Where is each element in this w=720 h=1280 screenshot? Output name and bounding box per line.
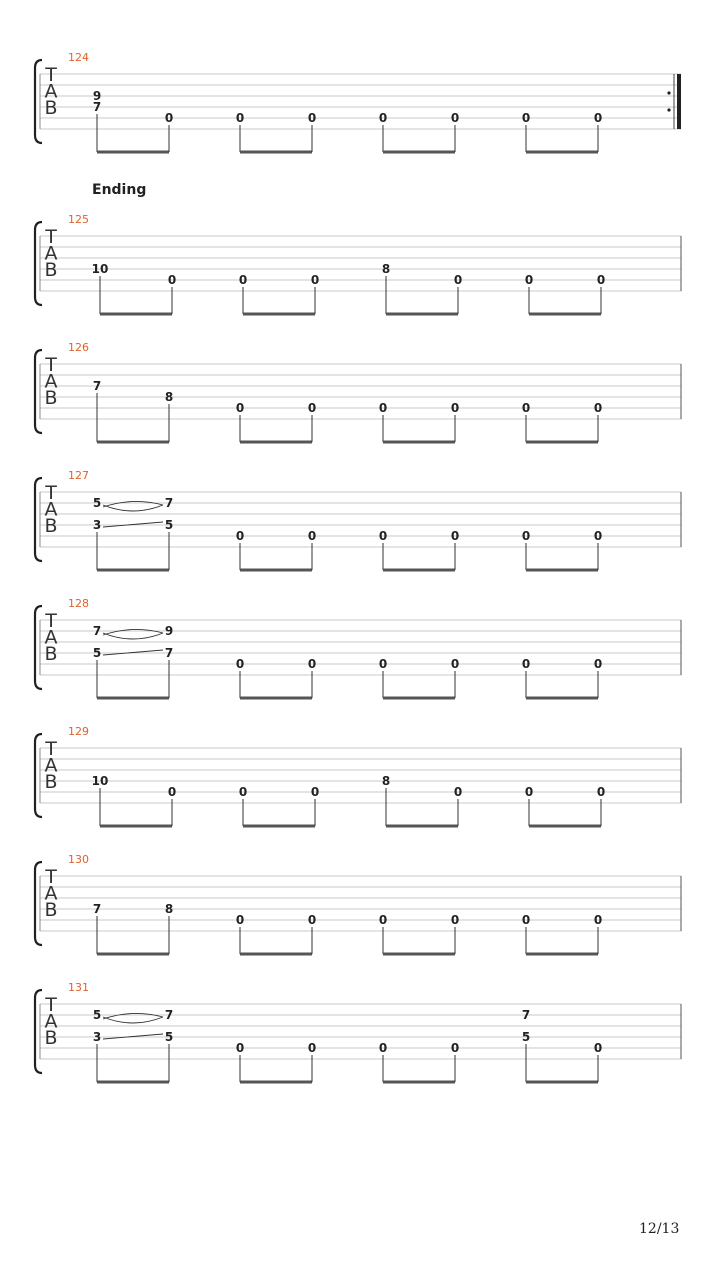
fret-number: 8	[164, 390, 174, 404]
tab-staff	[0, 726, 720, 836]
tab-clef-letter: B	[44, 643, 58, 665]
tab-clef-letter: T	[45, 482, 57, 504]
eighth-beam	[240, 151, 312, 154]
slide-curve	[103, 629, 163, 635]
measure-number: 130	[68, 853, 89, 866]
fret-number: 0	[235, 657, 245, 671]
repeat-dot	[667, 108, 670, 111]
eighth-beam	[526, 441, 598, 444]
eighth-beam	[526, 1081, 598, 1084]
tab-system	[0, 726, 720, 826]
fret-number: 0	[593, 913, 603, 927]
fret-number: 7	[92, 902, 102, 916]
slide-curve	[103, 501, 163, 507]
slide-curve	[103, 1017, 163, 1023]
eighth-beam	[383, 953, 455, 956]
fret-number: 7	[164, 646, 174, 660]
fret-number: 0	[450, 913, 460, 927]
tab-clef-letter: T	[45, 866, 57, 888]
fret-number: 0	[167, 785, 177, 799]
fret-number: 5	[164, 1030, 174, 1044]
measure-number: 129	[68, 725, 89, 738]
tab-clef-letter: A	[44, 754, 58, 777]
fret-number: 0	[164, 111, 174, 125]
tab-clef-letter: T	[45, 994, 57, 1016]
fret-number: 0	[450, 529, 460, 543]
fret-number: 0	[450, 401, 460, 415]
tab-clef-letter: A	[44, 626, 58, 649]
eighth-beam	[383, 569, 455, 572]
fret-number: 0	[450, 1041, 460, 1055]
fret-number: 5	[92, 646, 102, 660]
system-bracket	[35, 478, 42, 561]
section-label-ending: Ending	[92, 182, 147, 198]
tab-clef-letter: A	[44, 1010, 58, 1033]
eighth-beam	[526, 697, 598, 700]
tab-clef-letter: A	[44, 498, 58, 521]
tab-clef-letter: A	[44, 370, 58, 393]
fret-number: 0	[307, 657, 317, 671]
fret-number: 8	[381, 774, 391, 788]
tab-system	[0, 342, 720, 442]
eighth-beam	[97, 1081, 169, 1084]
fret-number: 0	[238, 785, 248, 799]
eighth-beam	[383, 441, 455, 444]
fret-number: 0	[593, 401, 603, 415]
fret-number: 0	[307, 401, 317, 415]
fret-number: 0	[307, 913, 317, 927]
tab-clef-letter: B	[44, 387, 58, 409]
fret-number: 0	[521, 401, 531, 415]
fret-number: 0	[453, 273, 463, 287]
tab-staff	[0, 342, 720, 452]
fret-number: 8	[381, 262, 391, 276]
fret-number: 0	[593, 111, 603, 125]
fret-number: 8	[164, 902, 174, 916]
fret-number: 5	[92, 496, 102, 510]
tab-staff	[0, 854, 720, 964]
measure-number: 131	[68, 981, 89, 994]
eighth-beam	[386, 825, 458, 828]
tab-clef-letter: B	[44, 899, 58, 921]
fret-number: 9	[92, 89, 102, 103]
eighth-beam	[383, 1081, 455, 1084]
fret-number: 0	[593, 657, 603, 671]
eighth-beam	[97, 151, 169, 154]
fret-number: 0	[307, 529, 317, 543]
fret-number: 3	[92, 1030, 102, 1044]
system-bracket	[35, 60, 42, 143]
measure-number: 125	[68, 213, 89, 226]
system-bracket	[35, 734, 42, 817]
eighth-beam	[386, 313, 458, 316]
tab-clef-letter: A	[44, 80, 58, 103]
fret-number: 0	[378, 1041, 388, 1055]
fret-number: 7	[92, 379, 102, 393]
tab-system	[0, 982, 720, 1082]
slide-curve	[103, 633, 163, 639]
tab-clef-letter: T	[45, 610, 57, 632]
fret-number: 10	[91, 774, 109, 788]
system-bracket	[35, 606, 42, 689]
fret-number: 0	[235, 913, 245, 927]
system-bracket	[35, 350, 42, 433]
fret-number: 0	[235, 111, 245, 125]
tab-staff	[0, 598, 720, 708]
measure-number: 128	[68, 597, 89, 610]
fret-number: 0	[235, 1041, 245, 1055]
fret-number: 0	[235, 401, 245, 415]
fret-number: 0	[450, 111, 460, 125]
tab-clef-letter: A	[44, 882, 58, 905]
fret-number: 0	[450, 657, 460, 671]
eighth-beam	[526, 151, 598, 154]
fret-number: 0	[378, 913, 388, 927]
tab-staff	[0, 52, 720, 162]
fret-number: 0	[167, 273, 177, 287]
fret-number: 7	[521, 1008, 531, 1022]
fret-number: 0	[521, 111, 531, 125]
tab-system	[0, 598, 720, 698]
fret-number: 0	[307, 111, 317, 125]
measure-number: 127	[68, 469, 89, 482]
tab-staff	[0, 982, 720, 1092]
tab-clef-letter: B	[44, 97, 58, 119]
eighth-beam	[240, 441, 312, 444]
eighth-beam	[100, 825, 172, 828]
fret-number: 0	[238, 273, 248, 287]
fret-number: 7	[164, 496, 174, 510]
fret-number: 7	[92, 624, 102, 638]
eighth-beam	[240, 569, 312, 572]
fret-number: 0	[521, 657, 531, 671]
fret-number: 5	[164, 518, 174, 532]
eighth-beam	[240, 697, 312, 700]
eighth-beam	[100, 313, 172, 316]
fret-number: 0	[521, 913, 531, 927]
fret-number: 5	[521, 1030, 531, 1044]
tab-clef-letter: T	[45, 226, 57, 248]
eighth-beam	[243, 313, 315, 316]
system-bracket	[35, 862, 42, 945]
measure-number: 126	[68, 341, 89, 354]
tab-clef-letter: T	[45, 738, 57, 760]
tab-system	[0, 52, 720, 152]
eighth-beam	[240, 953, 312, 956]
page-number: 12/13	[639, 1221, 680, 1237]
tab-staff	[0, 470, 720, 580]
tab-system	[0, 854, 720, 954]
tab-clef-letter: B	[44, 259, 58, 281]
fret-number: 0	[310, 785, 320, 799]
system-bracket	[35, 990, 42, 1073]
fret-number: 0	[596, 273, 606, 287]
slide-curve	[103, 1013, 163, 1019]
tab-clef-letter: T	[45, 354, 57, 376]
fret-number: 9	[164, 624, 174, 638]
fret-number: 0	[593, 529, 603, 543]
tab-clef-letter: B	[44, 1027, 58, 1049]
fret-number: 0	[310, 273, 320, 287]
tab-staff	[0, 214, 720, 324]
fret-number: 0	[524, 785, 534, 799]
fret-number: 0	[593, 1041, 603, 1055]
eighth-beam	[529, 313, 601, 316]
eighth-beam	[383, 151, 455, 154]
system-bracket	[35, 222, 42, 305]
fret-number: 5	[92, 1008, 102, 1022]
repeat-dot	[667, 91, 670, 94]
tab-clef-letter: B	[44, 515, 58, 537]
eighth-beam	[243, 825, 315, 828]
fret-number: 0	[596, 785, 606, 799]
fret-number: 0	[453, 785, 463, 799]
fret-number: 0	[235, 529, 245, 543]
eighth-beam	[383, 697, 455, 700]
eighth-beam	[97, 441, 169, 444]
measure-number: 124	[68, 51, 89, 64]
fret-number: 0	[378, 529, 388, 543]
fret-number: 0	[378, 111, 388, 125]
tab-clef-letter: T	[45, 64, 57, 86]
fret-number: 0	[307, 1041, 317, 1055]
fret-number: 0	[524, 273, 534, 287]
eighth-beam	[526, 953, 598, 956]
fret-number: 0	[378, 401, 388, 415]
tab-system	[0, 470, 720, 570]
eighth-beam	[529, 825, 601, 828]
eighth-beam	[240, 1081, 312, 1084]
fret-number: 10	[91, 262, 109, 276]
slide-curve	[103, 505, 163, 511]
fret-number: 0	[378, 657, 388, 671]
tab-clef-letter: B	[44, 771, 58, 793]
fret-number: 3	[92, 518, 102, 532]
fret-number: 7	[92, 100, 102, 114]
tab-clef-letter: A	[44, 242, 58, 265]
eighth-beam	[526, 569, 598, 572]
fret-number: 0	[521, 529, 531, 543]
repeat-thick-barline	[677, 74, 681, 129]
eighth-beam	[97, 569, 169, 572]
eighth-beam	[97, 697, 169, 700]
eighth-beam	[97, 953, 169, 956]
tab-system	[0, 214, 720, 314]
fret-number: 7	[164, 1008, 174, 1022]
